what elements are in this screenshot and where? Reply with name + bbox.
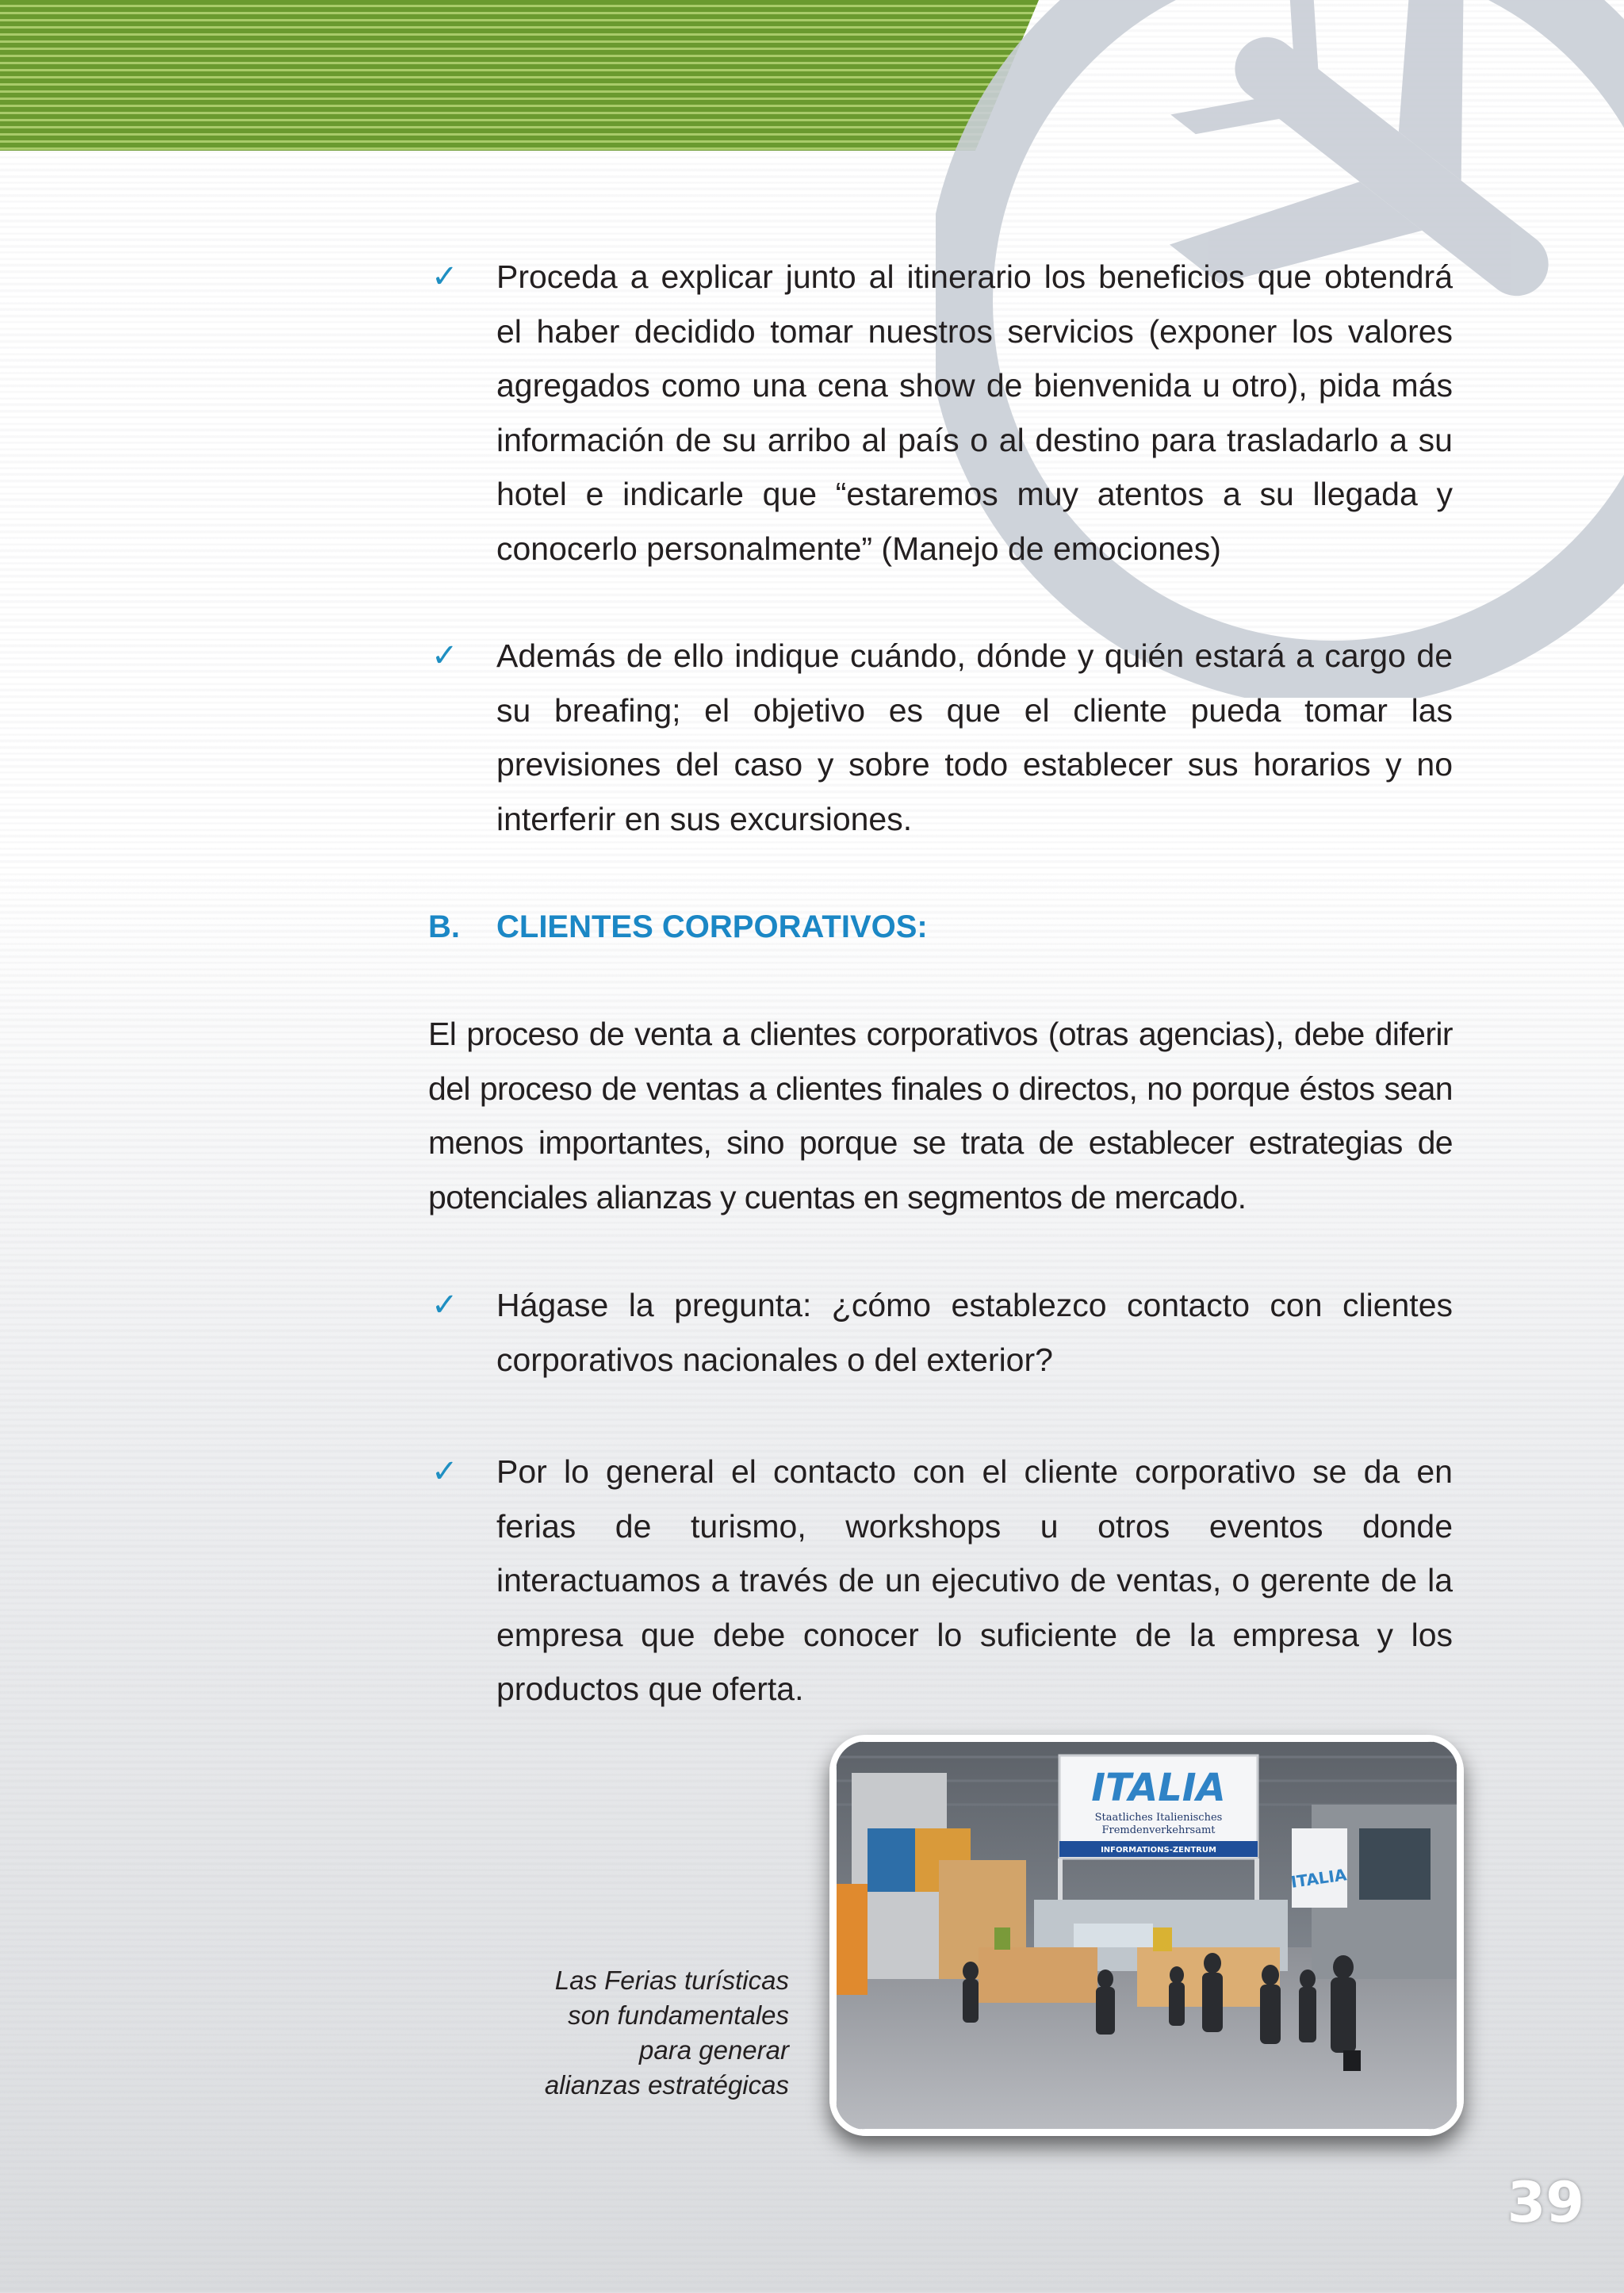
sign-strip: INFORMATIONS-ZENTRUM [1101,1846,1216,1855]
header-stripe-band [0,0,1039,151]
sign-line1: Staatliches Italienisches [1094,1812,1223,1824]
sign-logo: ITALIA [1091,1766,1226,1810]
bullet-item [428,629,1453,846]
check-icon: ✓ [431,638,458,673]
bullet-item [428,1445,1453,1717]
caption-line: son fundamentales [568,2000,789,2030]
bullet-text: Hágase la pregunta: ¿cómo establezco contacto con clientes corporativos nacionales o del exterior? [496,1287,1453,1378]
trade-fair-photo [829,1735,1464,2136]
bullet-text: Proceda a explicar junto al itinerario los beneficios que obtendrá el haber decidido tomar nuestros servicios (exponer los valores agregados como una cena show de bienvenida u otro), pida más información de su arribo al país o al destino para trasladarlo a su hotel e indicarle que “estaremos muy atentos a su llegada y conocerlo personalmente” (Manejo de emociones) [496,258,1453,567]
section-title: CLIENTES CORPORATIVOS: [496,909,928,944]
page-number: 39 [1507,2170,1584,2235]
bullet-text: Por lo general el contacto con el cliente corporativo se da en ferias de turismo, workshops u otros eventos donde interactuamos a través de un ejecutivo de ventas, o gerente de la empresa que debe conocer lo suficiente de la empresa y los productos que oferta. [496,1453,1453,1707]
section-heading [428,900,1453,954]
bullet-item [428,250,1453,576]
bullet-list-bottom [428,1278,1453,1717]
photo-caption [476,1963,789,2103]
section-letter: B. [428,909,460,944]
bullet-text: Además de ello indique cuándo, dónde y quién estará a cargo de su breafing; el objetivo es que el cliente pueda tomar las previsiones del caso y sobre todo establecer sus horarios y no interferir en sus excursiones. [496,637,1453,837]
caption-line: alianzas estratégicas [544,2070,789,2100]
check-icon: ✓ [431,1288,458,1323]
bullet-item [428,1278,1453,1387]
intro-paragraph: El proceso de venta a clientes corporativos (otras agencias), debe diferir del proceso de ventas a clientes finales o directos, no porque éstos sean menos importantes, sino porque se trata de establecer estrategias de potenciales alianzas y cuentas en segmentos de mercado. [428,1016,1453,1215]
caption-line: para generar [639,2035,789,2065]
check-icon: ✓ [431,1454,458,1489]
bullet-list-top [428,250,1453,846]
check-icon: ✓ [431,259,458,294]
sign-line2: Fremdenverkehrsamt [1101,1824,1216,1836]
caption-line: Las Ferias turísticas [554,1966,789,1995]
svg-text:ITALIA: ITALIA [1289,1865,1348,1892]
